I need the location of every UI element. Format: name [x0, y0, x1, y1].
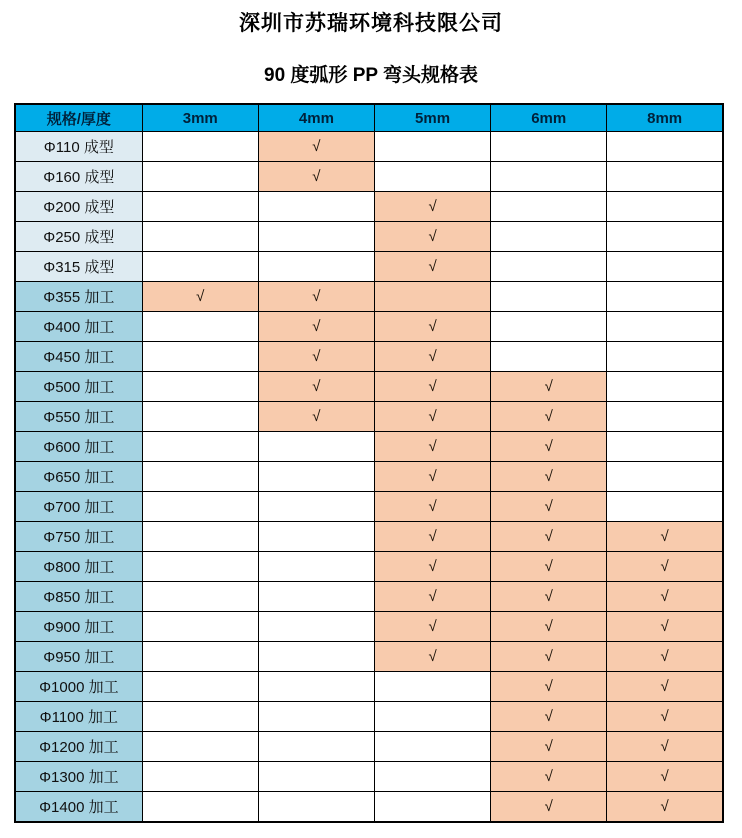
empty-cell — [258, 612, 374, 642]
column-header-6mm: 6mm — [491, 104, 607, 132]
row-label: Φ700 加工 — [15, 492, 142, 522]
check-cell: √ — [374, 582, 490, 612]
row-label: Φ400 加工 — [15, 312, 142, 342]
empty-cell — [258, 522, 374, 552]
empty-cell — [491, 252, 607, 282]
table-row — [15, 132, 723, 162]
table-row — [15, 312, 723, 342]
table-row — [15, 462, 723, 492]
empty-cell — [374, 672, 490, 702]
empty-cell — [607, 282, 723, 312]
empty-cell — [258, 792, 374, 823]
empty-cell — [258, 192, 374, 222]
check-cell: √ — [491, 792, 607, 823]
empty-cell — [607, 222, 723, 252]
empty-cell — [142, 582, 258, 612]
row-label: Φ1400 加工 — [15, 792, 142, 823]
check-cell: √ — [607, 642, 723, 672]
check-cell: √ — [258, 162, 374, 192]
check-cell: √ — [491, 462, 607, 492]
row-label: Φ1100 加工 — [15, 702, 142, 732]
spec-table — [14, 103, 724, 823]
check-cell: √ — [374, 552, 490, 582]
check-cell: √ — [374, 432, 490, 462]
empty-cell — [258, 762, 374, 792]
empty-cell — [142, 792, 258, 823]
check-cell: √ — [491, 642, 607, 672]
table-row — [15, 702, 723, 732]
empty-cell — [607, 162, 723, 192]
check-cell: √ — [374, 612, 490, 642]
empty-cell — [258, 222, 374, 252]
table-row — [15, 762, 723, 792]
table-row — [15, 612, 723, 642]
table-row — [15, 342, 723, 372]
empty-cell — [142, 312, 258, 342]
empty-cell — [374, 162, 490, 192]
empty-cell — [142, 612, 258, 642]
column-header-5mm: 5mm — [374, 104, 490, 132]
check-cell: √ — [258, 312, 374, 342]
check-cell: √ — [374, 402, 490, 432]
check-cell: √ — [491, 612, 607, 642]
row-label: Φ1300 加工 — [15, 762, 142, 792]
check-cell: √ — [491, 402, 607, 432]
table-row — [15, 282, 723, 312]
table-row — [15, 672, 723, 702]
check-cell: √ — [374, 522, 490, 552]
empty-cell — [491, 132, 607, 162]
empty-cell — [374, 732, 490, 762]
row-label: Φ900 加工 — [15, 612, 142, 642]
empty-cell — [142, 252, 258, 282]
empty-cell — [258, 642, 374, 672]
check-cell: √ — [491, 372, 607, 402]
empty-cell — [142, 222, 258, 252]
row-label: Φ450 加工 — [15, 342, 142, 372]
empty-cell — [491, 282, 607, 312]
empty-cell — [491, 342, 607, 372]
check-cell: √ — [258, 282, 374, 312]
spec-table-body — [15, 132, 723, 823]
empty-cell — [607, 402, 723, 432]
empty-cell — [142, 132, 258, 162]
check-cell: √ — [607, 612, 723, 642]
row-label: Φ250 成型 — [15, 222, 142, 252]
empty-cell — [491, 192, 607, 222]
empty-cell — [258, 672, 374, 702]
table-row — [15, 222, 723, 252]
check-cell: √ — [374, 642, 490, 672]
table-row — [15, 402, 723, 432]
table-row — [15, 552, 723, 582]
column-header-spec: 规格/厚度 — [15, 104, 142, 132]
row-label: Φ550 加工 — [15, 402, 142, 432]
empty-cell — [491, 162, 607, 192]
table-row — [15, 642, 723, 672]
empty-cell — [142, 192, 258, 222]
empty-cell — [142, 732, 258, 762]
row-label: Φ750 加工 — [15, 522, 142, 552]
row-label: Φ800 加工 — [15, 552, 142, 582]
column-header-8mm: 8mm — [607, 104, 723, 132]
empty-cell — [142, 402, 258, 432]
empty-cell — [491, 312, 607, 342]
check-cell: √ — [491, 762, 607, 792]
row-label: Φ600 加工 — [15, 432, 142, 462]
empty-cell — [142, 372, 258, 402]
empty-cell — [258, 552, 374, 582]
empty-cell — [607, 252, 723, 282]
table-row — [15, 492, 723, 522]
empty-cell — [258, 252, 374, 282]
row-label: Φ1000 加工 — [15, 672, 142, 702]
empty-cell — [142, 342, 258, 372]
empty-cell — [142, 162, 258, 192]
empty-cell — [374, 762, 490, 792]
table-row — [15, 432, 723, 462]
row-label: Φ355 加工 — [15, 282, 142, 312]
empty-cell — [607, 342, 723, 372]
empty-cell — [258, 702, 374, 732]
check-cell: √ — [258, 132, 374, 162]
empty-cell — [258, 492, 374, 522]
check-cell: √ — [258, 372, 374, 402]
check-cell: √ — [491, 552, 607, 582]
check-cell: √ — [491, 582, 607, 612]
row-label: Φ500 加工 — [15, 372, 142, 402]
check-cell: √ — [607, 672, 723, 702]
table-row — [15, 582, 723, 612]
row-label: Φ850 加工 — [15, 582, 142, 612]
company-title: 深圳市苏瑞环境科技限公司 — [239, 12, 503, 35]
empty-cell — [374, 702, 490, 732]
check-cell: √ — [607, 552, 723, 582]
check-cell: √ — [374, 252, 490, 282]
column-header-3mm: 3mm — [142, 104, 258, 132]
empty-cell — [607, 132, 723, 162]
empty-cell — [142, 432, 258, 462]
table-row — [15, 522, 723, 552]
row-label: Φ315 成型 — [15, 252, 142, 282]
check-cell: √ — [374, 222, 490, 252]
row-label: Φ650 加工 — [15, 462, 142, 492]
empty-cell — [258, 732, 374, 762]
check-cell: √ — [374, 372, 490, 402]
check-cell: √ — [374, 462, 490, 492]
check-cell: √ — [142, 282, 258, 312]
check-cell: √ — [607, 792, 723, 823]
header-row — [15, 104, 723, 132]
check-cell: √ — [607, 522, 723, 552]
table-row — [15, 732, 723, 762]
empty-cell — [374, 792, 490, 823]
empty-cell — [142, 642, 258, 672]
empty-cell — [607, 372, 723, 402]
empty-cell — [607, 462, 723, 492]
row-label: Φ950 加工 — [15, 642, 142, 672]
empty-cell — [142, 552, 258, 582]
row-label: Φ1200 加工 — [15, 732, 142, 762]
row-label: Φ110 成型 — [15, 132, 142, 162]
check-cell: √ — [258, 342, 374, 372]
empty-cell — [607, 432, 723, 462]
table-row — [15, 372, 723, 402]
empty-cell — [258, 462, 374, 492]
empty-cell — [142, 702, 258, 732]
check-cell: √ — [491, 492, 607, 522]
table-row — [15, 252, 723, 282]
check-cell: √ — [374, 342, 490, 372]
column-header-4mm: 4mm — [258, 104, 374, 132]
check-cell: √ — [491, 732, 607, 762]
check-cell: √ — [607, 582, 723, 612]
check-cell: √ — [491, 672, 607, 702]
check-cell: √ — [491, 702, 607, 732]
check-cell: √ — [491, 522, 607, 552]
check-cell: √ — [607, 762, 723, 792]
check-cell: √ — [607, 732, 723, 762]
check-cell: √ — [374, 312, 490, 342]
empty-cell — [607, 312, 723, 342]
empty-cell — [142, 522, 258, 552]
table-title: 90 度弧形 PP 弯头规格表 — [264, 65, 478, 86]
row-label: Φ200 成型 — [15, 192, 142, 222]
empty-cell — [607, 492, 723, 522]
check-cell: √ — [258, 402, 374, 432]
empty-cell — [142, 762, 258, 792]
empty-cell — [374, 132, 490, 162]
empty-cell — [142, 492, 258, 522]
empty-cell — [142, 672, 258, 702]
row-label: Φ160 成型 — [15, 162, 142, 192]
check-cell: √ — [374, 192, 490, 222]
empty-cell — [258, 582, 374, 612]
empty-cell — [142, 462, 258, 492]
table-row — [15, 792, 723, 823]
table-row — [15, 162, 723, 192]
table-row — [15, 192, 723, 222]
check-cell: √ — [374, 492, 490, 522]
empty-cell — [607, 192, 723, 222]
empty-cell — [258, 432, 374, 462]
highlight-cell — [374, 282, 490, 312]
check-cell: √ — [491, 432, 607, 462]
check-cell: √ — [607, 702, 723, 732]
empty-cell — [491, 222, 607, 252]
